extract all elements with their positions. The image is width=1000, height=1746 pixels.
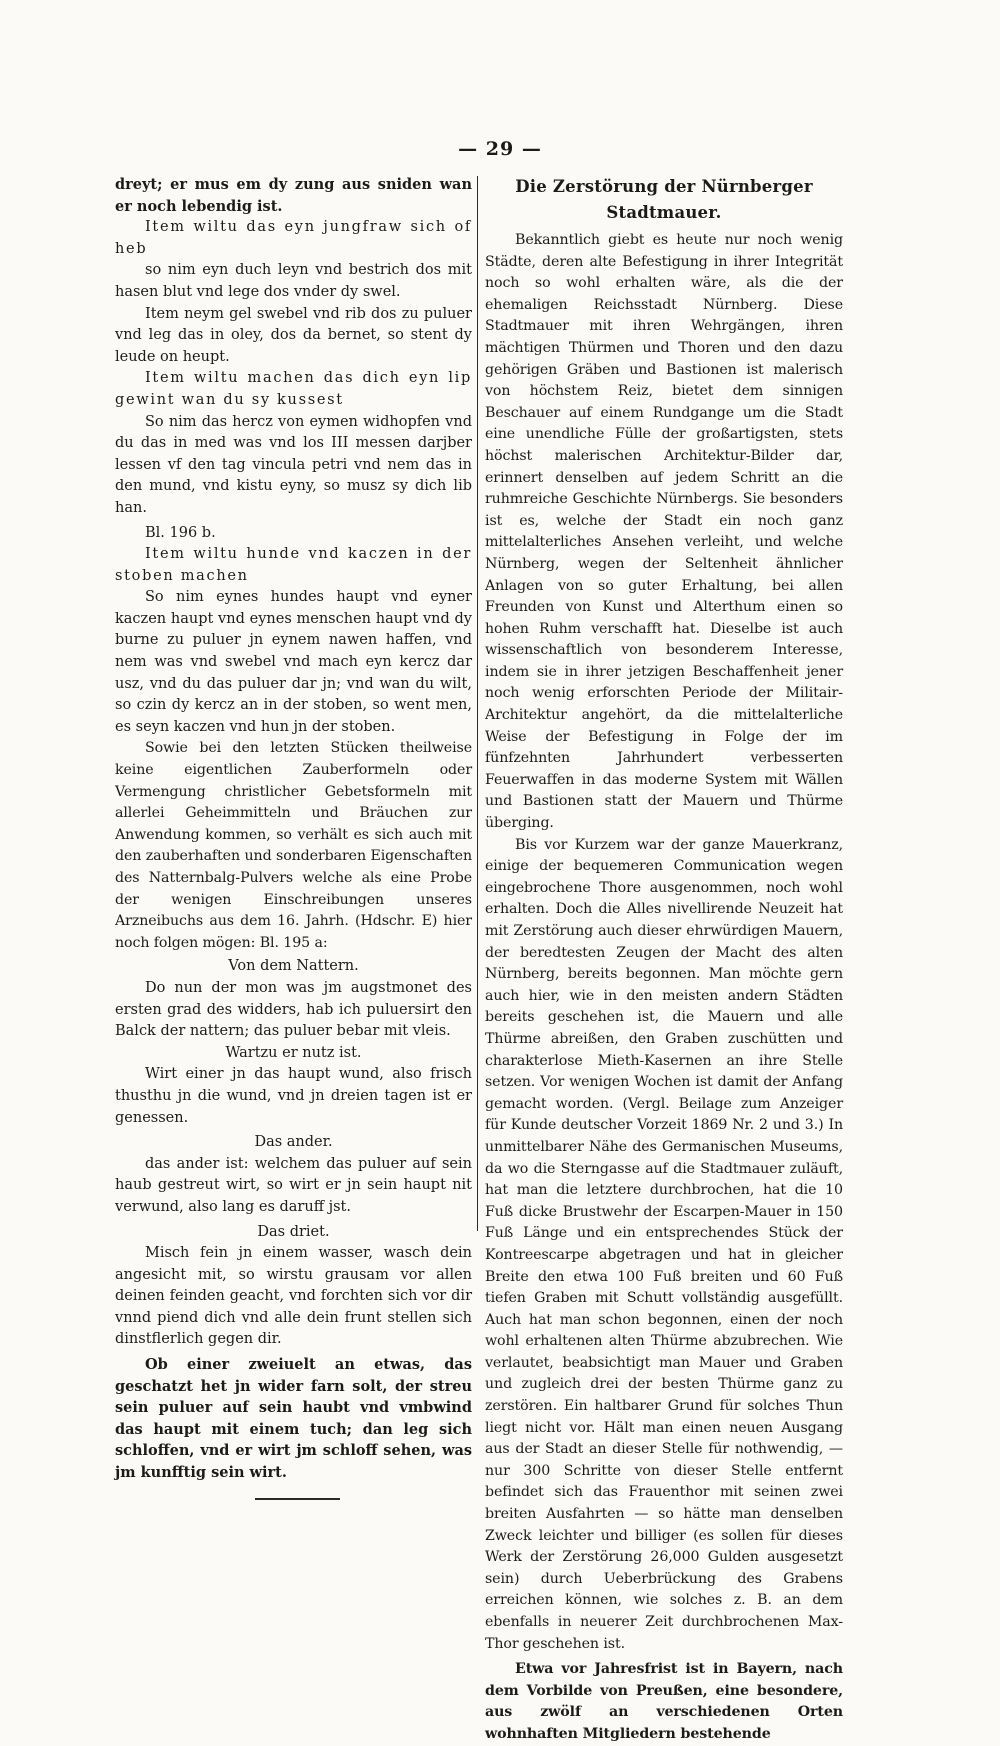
paragraph: Do nun der mon was jm augstmonet des ersten grad des widders, hab ich puluersirt den Balck der nattern; das puluer bebar mit vleis. xyxy=(115,979,472,1040)
section-title: Das driet. xyxy=(257,1223,330,1240)
paragraph: Ob einer zweiuelt an etwas, das geschatzt het jn wider farn solt, der streu sein puluer auf sein haubt vnd vmbwind das haupt mit einem tuch; dan leg sich schloffen, vnd er wirt jm schloff sehen, was jm kunfftig sein wirt. xyxy=(115,1356,472,1482)
folio-reference: Bl. 196 b. xyxy=(145,524,216,541)
paragraph-heading: Item wiltu machen das dich eyn lip gewint wan du sy kussest xyxy=(115,370,472,408)
article-title: Die Zerstörung der Nürnberger Stadtmauer. xyxy=(515,177,813,222)
paragraph: Sowie bei den letzten Stücken theilweise keine eigentlichen Zauberformeln oder Vermengung christlicher Gebetsformeln mit allerlei Geheimmitteln und Bräuchen zur Anwendung kommen, so verhält es sich auch mit den zauberhaften und sonderbaren Eigenschaften des Natternbalg-Pulvers welche als eine Probe der wenigen Einschreibungen unseres Arzneibuchs aus dem 16. Jahrh. (Hdschr. E) hier noch folgen mögen: Bl. 195 a: xyxy=(115,740,472,951)
section-title: Von dem Nattern. xyxy=(228,958,359,975)
paragraph: Wirt einer jn das haupt wund, also frisch thusthu jn die wund, vnd jn dreien tagen ist er genessen. xyxy=(115,1066,472,1126)
paragraph: So nim eynes hundes haupt vnd eyner kaczen haupt vnd eynes menschen haupt vnd dy burne zu puluer jn eynem nawen haffen, vnd nem was vnd swebel vnd mach eyn kercz dar usz, vnd du das puluer dar jn; vnd wan du wilt, so czin dy kercz an in der stoben, so went men, es seyn kaczen vnd hun jn der stoben. xyxy=(115,589,472,735)
paragraph: Item neym gel swebel vnd rib dos zu puluer vnd leg das in oley, dos da bernet, so stent dy leude on heupt. xyxy=(115,305,472,365)
section-title: Das ander. xyxy=(254,1134,333,1151)
paragraph-heading: Item wiltu hunde vnd kaczen in der stoben machen xyxy=(115,546,472,584)
right-column xyxy=(485,174,843,1746)
paragraph: Bis vor Kurzem war der ganze Mauerkranz, einige der bequemeren Communication wegen eingebrochene Thore ausgenommen, noch wohl erhalten. Doch die Alles nivellirende Neuzeit hat mit Zerstörung auch dieser ehrwürdigen Mauern, der beredtesten Zeugen der Macht des alten Nürnberg, bereits begonnen. Man möchte gern auch hier, wie in den meisten andern Städten bereits geschehen ist, die Mauern und alle Thürme abreißen, den Graben zuschütten und charakterlose Mieth-Kasernen an ihre Stelle setzen. Vor wenigen Wochen ist damit der Anfang gemacht worden. (Vergl. Beilage zum Anzeiger für Kunde deutscher Vorzeit 1869 Nr. 2 und 3.) In unmittelbarer Nähe des Germanischen Museums, da wo die Sterngasse auf die Stadtmauer zuläuft, hat man die letztere durchbrochen, hat die 10 Fuß dicke Brustwehr der Escarpen-Mauer in 150 Fuß Länge und ein entsprechendes Stück der Kontreescarpe abgetragen und hat in gleicher Breite den etwa 100 Fuß breiten und 60 Fuß tiefen Graben mit Schutt vollständig ausgefüllt. Auch hat man schon begonnen, einen der noch wohl erhaltenen alten Thürme abzubrechen. Wie verlautet, beabsichtigt man Mauer und Graben und zugleich drei der besten Thürme ganz zu zerstören. Ein haltbarer Grund für solches Thun liegt nicht vor. Hält man einen neuen Ausgang aus der Stadt an dieser Stelle für nothwendig, — nur 300 Schritte von dieser Stelle entfernt befindet sich das Frauenthor mit seinen zwei breiten Ausfahrten — so hätte man denselben Zweck leichter und billiger (es sollen für dieses Werk der Zerstörung 26,000 Gulden ausgesetzt sein) durch Ueberbrückung des Grabens erreichen können, wie solches z. B. an dem ebenfalls in neuerer Zeit durchbrochenen Max-Thor geschehen ist. xyxy=(485,836,843,1652)
paragraph: so nim eyn duch leyn vnd bestrich dos mit hasen blut vnd lege dos vnder dy swel. xyxy=(115,262,472,300)
paragraph: Misch fein jn einem wasser, wasch dein angesicht mit, so wirstu grausam vor allen deinen feinden geacht, vnd forchten sich vor dir vnnd piend dich vnd alle dein frunt stellen sich dinstflerlich gegen dir. xyxy=(115,1245,472,1348)
paragraph: Bekanntlich giebt es heute nur noch wenig Städte, deren alte Befestigung in ihrer Integrität noch so wohl erhalten wäre, als die der ehemaligen Reichsstadt Nürnberg. Diese Stadtmauer mit ihren Wehrgängen, ihren mächtigen Thürmen und Thoren und den dazu gehörigen Gräben und Bastionen ist malerisch von höchstem Reiz, bietet dem sinnigen Beschauer auf einem Rundgange um die Stadt eine unendliche Fülle der großartigsten, stets höchst malerischen Architektur-Bilder dar, erinnert denselben auf jedem Schritt an die ruhmreiche Geschichte Nürnbergs. Sie besonders ist es, welche der Stadt ein noch ganz mittelalterliches Ansehen verleiht, und welche Nürnberg, wegen der Seltenheit ähnlicher Anlagen von so guter Erhaltung, bei allen Freunden von Kunst und Alterthum einen so hohen Ruhm verschafft hat. Dieselbe ist auch wissenschaftlich von besonderem Interesse, indem sie in ihrer jetzigen Beschaffenheit jener noch wenig erforschten Periode der Militair-Architektur angehört, da die mittelalterliche Weise der Befestigung in Folge der im fünfzehnten Jahrhundert verbesserten Feuerwaffen in das moderne System mit Wällen und Bastionen statt der Mauern und Thürme überging. xyxy=(485,232,843,832)
paragraph: dreyt; er mus em dy zung aus sniden wan er noch lebendig ist. xyxy=(115,176,472,215)
column-divider xyxy=(477,176,478,1231)
paragraph: So nim das hercz von eymen widhopfen vnd du das in med was vnd los III messen darjber lessen vf den tag vincula petri vnd nem das in den mund, vnd kistu eyny, so musz sy dich lib han. xyxy=(115,413,472,516)
section-title: Wartzu er nutz ist. xyxy=(225,1044,362,1061)
paragraph-heading: Item wiltu das eyn jungfraw sich of heb xyxy=(115,219,472,257)
left-column xyxy=(115,174,472,1500)
paragraph: das ander ist: welchem das puluer auf sein haub gestreut wirt, so wirt er jn sein haupt nit verwund, also lang es daruff jst. xyxy=(115,1155,472,1215)
page-number: — 29 — xyxy=(458,138,542,160)
paragraph: Etwa vor Jahresfrist ist in Bayern, nach dem Vorbilde von Preußen, eine besondere, aus zwölf an verschiedenen Orten wohnhaften Mitgliedern bestehende xyxy=(485,1661,843,1742)
end-rule xyxy=(255,1498,340,1500)
